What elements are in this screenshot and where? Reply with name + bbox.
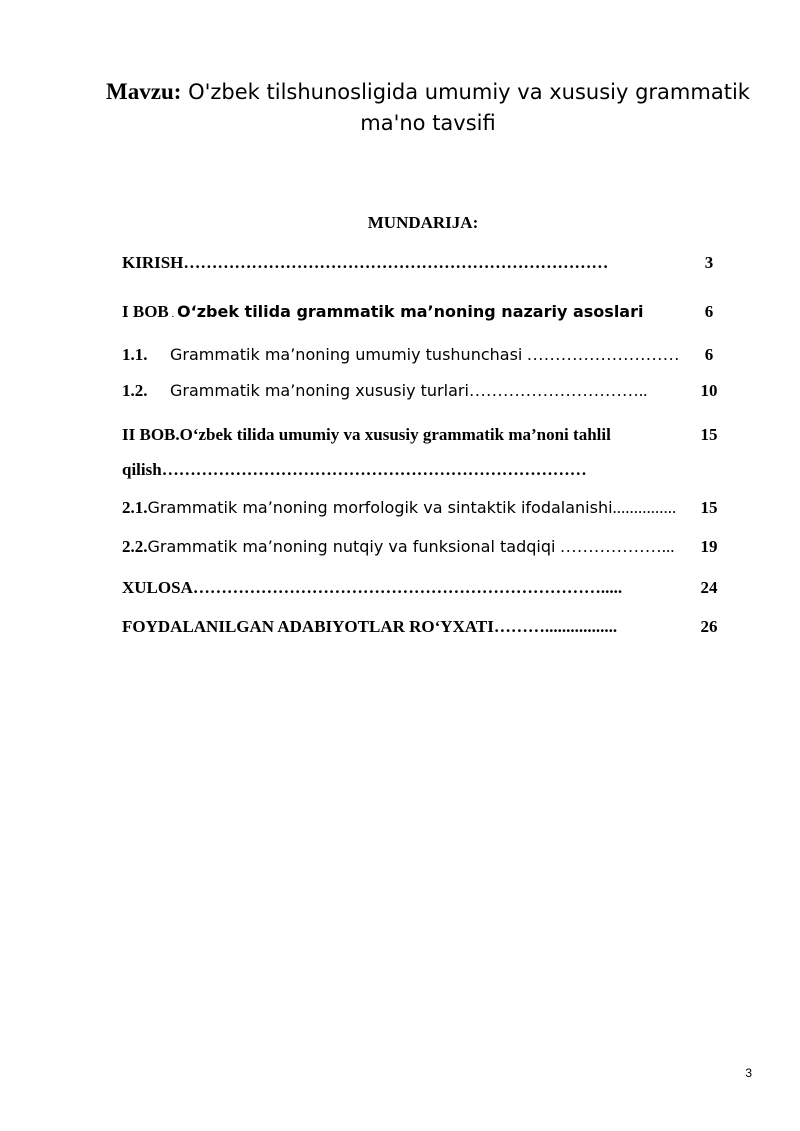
toc-page-2-2: 19 bbox=[700, 537, 718, 556]
toc-entry-1-1 bbox=[122, 345, 687, 365]
toc-leader-dots: ………………………….. bbox=[468, 381, 648, 400]
toc-page-2-1: 15 bbox=[700, 498, 718, 517]
toc-entry-2-1 bbox=[122, 498, 687, 518]
toc-page-bob-1: 6 bbox=[704, 302, 714, 321]
toc-page-bob-2: 15 bbox=[700, 425, 718, 444]
toc-page-kirish: 3 bbox=[704, 253, 714, 272]
toc-leader-dots: ............... bbox=[612, 498, 677, 517]
toc-entry-bob-1 bbox=[122, 302, 687, 322]
toc-section-number: 1.2. bbox=[122, 381, 148, 400]
title-line-2: ma'no tavsifi bbox=[360, 111, 496, 135]
toc-leader-dots: ………………... bbox=[555, 537, 675, 556]
toc-chapter-separator: . bbox=[168, 308, 178, 320]
toc-entry-bob-2-line-2: qilish………………………………………………………………… bbox=[122, 460, 587, 479]
toc-entry-adabiyotlar bbox=[122, 617, 687, 637]
toc-entry-bob-2-line-1: II BOB.O‘zbek tilida umumiy va xususiy grammatik ma’noni tahlil bbox=[122, 425, 611, 444]
toc-section-number: 2.1. bbox=[122, 498, 148, 517]
toc-page-xulosa: 24 bbox=[700, 578, 718, 597]
toc-section-number: 2.2. bbox=[122, 537, 148, 556]
document-title bbox=[100, 76, 756, 139]
toc-section-number: 1.1. bbox=[122, 345, 148, 364]
title-line-1: O'zbek tilshunosligida umumiy va xususiy grammatik bbox=[188, 80, 750, 104]
toc-entry-text: XULOSA………………………………………………………………..... bbox=[122, 578, 623, 597]
toc-chapter-prefix: I BOB bbox=[122, 302, 169, 321]
toc-heading: MUNDARIJA: bbox=[367, 213, 479, 232]
toc-entry-text: Grammatik ma’noning nutqiy va funksional tadqiqi bbox=[147, 537, 556, 556]
toc-page-1-1: 6 bbox=[704, 345, 714, 364]
toc-entry-text: O‘zbek tilida grammatik ma’noning nazariy asoslari bbox=[177, 302, 644, 321]
toc-entry-text: Grammatik ma’noning umumiy tushunchasi bbox=[170, 345, 523, 364]
toc-entry-text: Grammatik ma’noning morfologik va sintaktik ifodalanishi bbox=[147, 498, 613, 517]
toc-entry-text: KIRISH………………………………………………………………… bbox=[122, 253, 609, 272]
toc-entry-kirish bbox=[122, 253, 687, 273]
toc-entry-xulosa bbox=[122, 578, 687, 598]
toc-leader-dots: ………................. bbox=[493, 617, 618, 636]
page-number: 3 bbox=[745, 1066, 752, 1080]
title-lead: Mavzu: bbox=[106, 79, 182, 104]
toc-entry-2-2 bbox=[122, 537, 687, 557]
toc-entry-1-2 bbox=[122, 381, 687, 401]
toc-page-1-2: 10 bbox=[700, 381, 718, 400]
toc-leader-dots: ……………………… bbox=[522, 345, 680, 364]
toc-entry-text: FOYDALANILGAN ADABIYOTLAR RO‘YXATI bbox=[122, 617, 494, 636]
toc-page-adabiyotlar: 26 bbox=[700, 617, 718, 636]
toc-entry-text: Grammatik ma’noning xususiy turlari bbox=[170, 381, 469, 400]
